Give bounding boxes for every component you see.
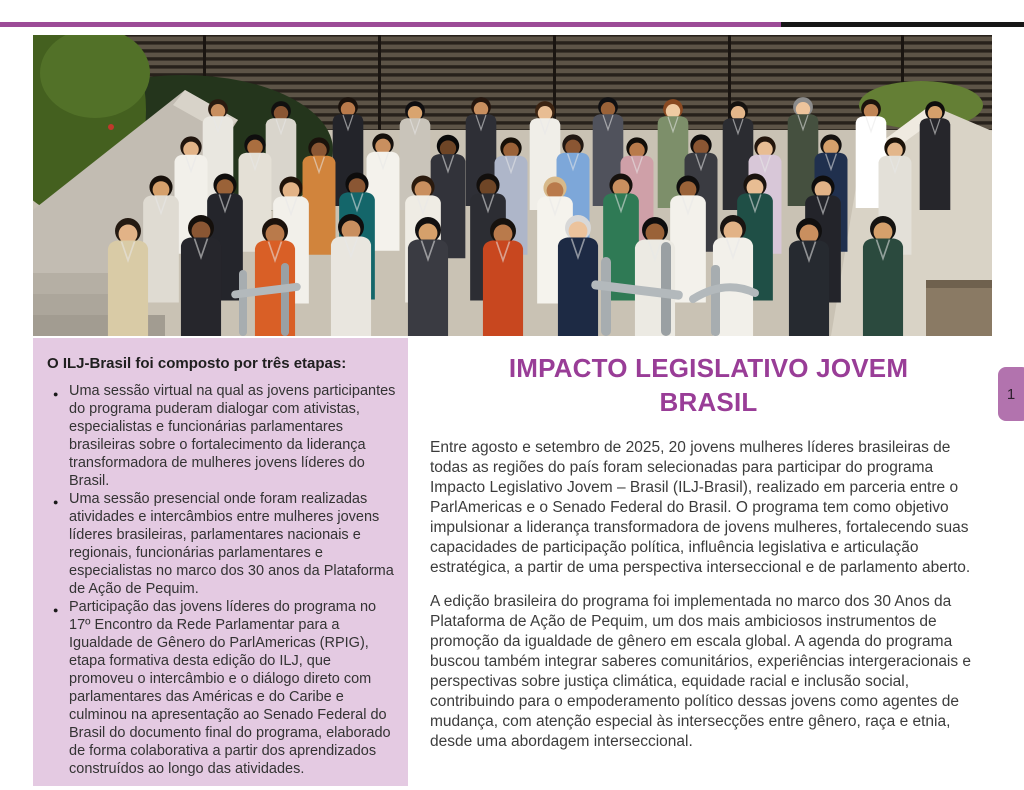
main-column	[430, 352, 987, 766]
page-number-badge	[998, 367, 1024, 421]
group-photo-illustration	[33, 35, 992, 336]
top-rule-purple	[0, 22, 781, 27]
group-photo	[33, 35, 992, 336]
page-title: IMPACTO LEGISLATIVO JOVEM BRASIL	[508, 353, 909, 417]
sidebar-box	[33, 338, 408, 786]
top-rule-black	[781, 22, 1024, 27]
page-number: 1	[1006, 385, 1016, 403]
sidebar-bullet-virtual-session: ● Uma sessão virtual na qual as jovens participantes do programa puderam dialogar com ativistas, especialistas e funcionárias parlamentares brasileiras sobre o fortalecimento da liderança transformadora de mulheres jovens líderes do Brasil.	[69, 382, 396, 490]
sidebar-bullet-list	[47, 382, 396, 778]
sidebar-bullet-rpig-participation: ● Participação das jovens líderes do programa no 17º Encontro da Rede Parlamentar para a Igualdade de Gênero do ParlAmericas (RPIG), etapa formativa desta edição do ILJ, que promoveu o intercâmbio e o diálogo direto com parlamentares das Américas e do Caribe e culminou na apresentação ao Senado Federal do Brasil do documento final do programa, elaborado de forma colaborativa a partir dos aprendizados construídos ao longo das atividades.	[69, 598, 396, 778]
edition-paragraph: A edição brasileira do programa foi implementada no marco dos 30 Anos da Plataforma de Ação de Pequim, um dos mais ambiciosos instrumentos de promoção da igualdade de gênero em escala global. A agenda do programa buscou também integrar saberes comunitários, experiências intergeracionais e perspectivas sobre justiça climática, equidade racial e inclusão social, contribuindo para o empoderamento político dessas jovens como agentes de mudança, com atenção especial às intersecções entre gênero, raça e etnia, desde uma abordagem interseccional.	[430, 592, 972, 750]
sidebar-bullet-in-person-session: ● Uma sessão presencial onde foram realizadas atividades e intercâmbios entre mulheres jovens líderes brasileiras, parlamentares nacionais e regionais, funcionárias parlamentares e especialistas no marco dos 30 anos da Plataforma de Ação de Pequim.	[69, 490, 396, 598]
intro-paragraph: Entre agosto e setembro de 2025, 20 jovens mulheres líderes brasileiras de todas as regiões do país foram selecionadas para participar do programa Impacto Legislativo Jovem – Brasil (ILJ-Brasil), realizado em parceria entre o ParlAmericas e o Senado Federal do Brasil. O programa tem como objetivo impulsionar a liderança transformadora de jovens mulheres, fortalecendo suas capacidades de participação política, influência legislativa e articulação estratégica, a partir de uma perspectiva interseccional e de parlamento aberto.	[430, 438, 971, 576]
sidebar-heading: O ILJ-Brasil foi composto por três etapas:	[47, 355, 347, 372]
